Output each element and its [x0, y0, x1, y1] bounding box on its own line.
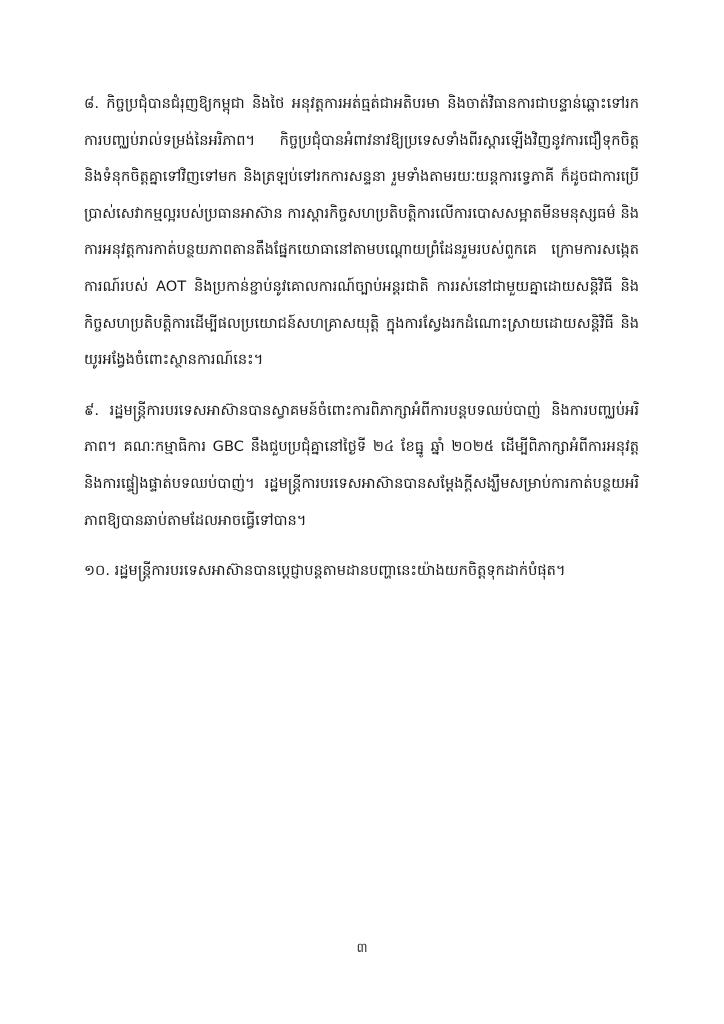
- paragraph-8: ៨. កិច្ចប្រជុំបានជំរុញឱ្យកម្ពុជា និងថៃ អនុវត្តការអត់ធ្មត់ជាអតិបរមា និងចាត់វិធានការជាបន្ទាន់ឆ្ពោះទៅរកការបញ្ឈប់រាល់ទម្រង់នៃអរិភាព។ កិច្ចប្រជុំបានអំពាវនាវឱ្យប្រទេសទាំងពីរស្តារឡើងវិញនូវការជឿទុកចិត្ត និងទំនុកចិត្តគ្នាទៅវិញទៅមក និងត្រឡប់ទៅរកការសន្ទនា រួមទាំងតាមរយៈយន្តការទ្វេភាគី ក៏ដូចជាការប្រើប្រាស់សេវាកម្មល្អរបស់ប្រធានអាស៊ាន ការស្តារកិច្ចសហប្រតិបត្តិការលើការបោសសម្អាតមីនមនុស្សធម៌ និងការអនុវត្តការកាត់បន្ថយភាពតានតឹងផ្នែកយោធានៅតាមបណ្តោយព្រំដែនរួមរបស់ពួកគេ ក្រោមការសង្កេតការណ៍របស់ AOT និងប្រកាន់ខ្ជាប់នូវគោលការណ៍ច្បាប់អន្តរជាតិ ការរស់នៅជាមួយគ្នាដោយសន្តិវិធី និងកិច្ចសហប្រតិបត្តិការដើម្បីផលប្រយោជន៍សហគ្រាសយុត្តិ ក្នុងការស្វែងរកដំណោះស្រាយដោយសន្តិវិធី និងយូរអង្វែងចំពោះស្ថានការណ៍នេះ។: [84, 95, 639, 369]
- paragraph-10: ១០. រដ្ឋមន្ត្រីការបរទេសអាស៊ានបានប្តេជ្ញាបន្តតាមដានបញ្ហានេះយ៉ាងយកចិត្តទុកដាក់បំផុត។: [84, 562, 566, 580]
- page-number: ៣: [356, 941, 368, 956]
- document-body: [84, 86, 639, 590]
- paragraph-9: ៩. រដ្ឋមន្ត្រីការបរទេសអាស៊ានបានស្វាគមន៍ចំពោះការពិភាក្សាអំពីការបន្តបទឈប់បាញ់ និងការបញ្ឈប់អរិភាព។ គណៈកម្មាធិការ GBC នឹងជួបប្រជុំគ្នានៅថ្ងៃទី ២៤ ខែធ្នូ ឆ្នាំ ២០២៥ ដើម្បីពិភាក្សាអំពីការអនុវត្ត និងការផ្ទៀងផ្ទាត់បទឈប់បាញ់។ រដ្ឋមន្ត្រីការបរទេសអាស៊ានបានសម្តែងក្តីសង្ឃឹមសម្រាប់ការកាត់បន្ថយអរិភាពឱ្យបានឆាប់តាមដែលអាចធ្វើទៅបាន។: [84, 401, 639, 529]
